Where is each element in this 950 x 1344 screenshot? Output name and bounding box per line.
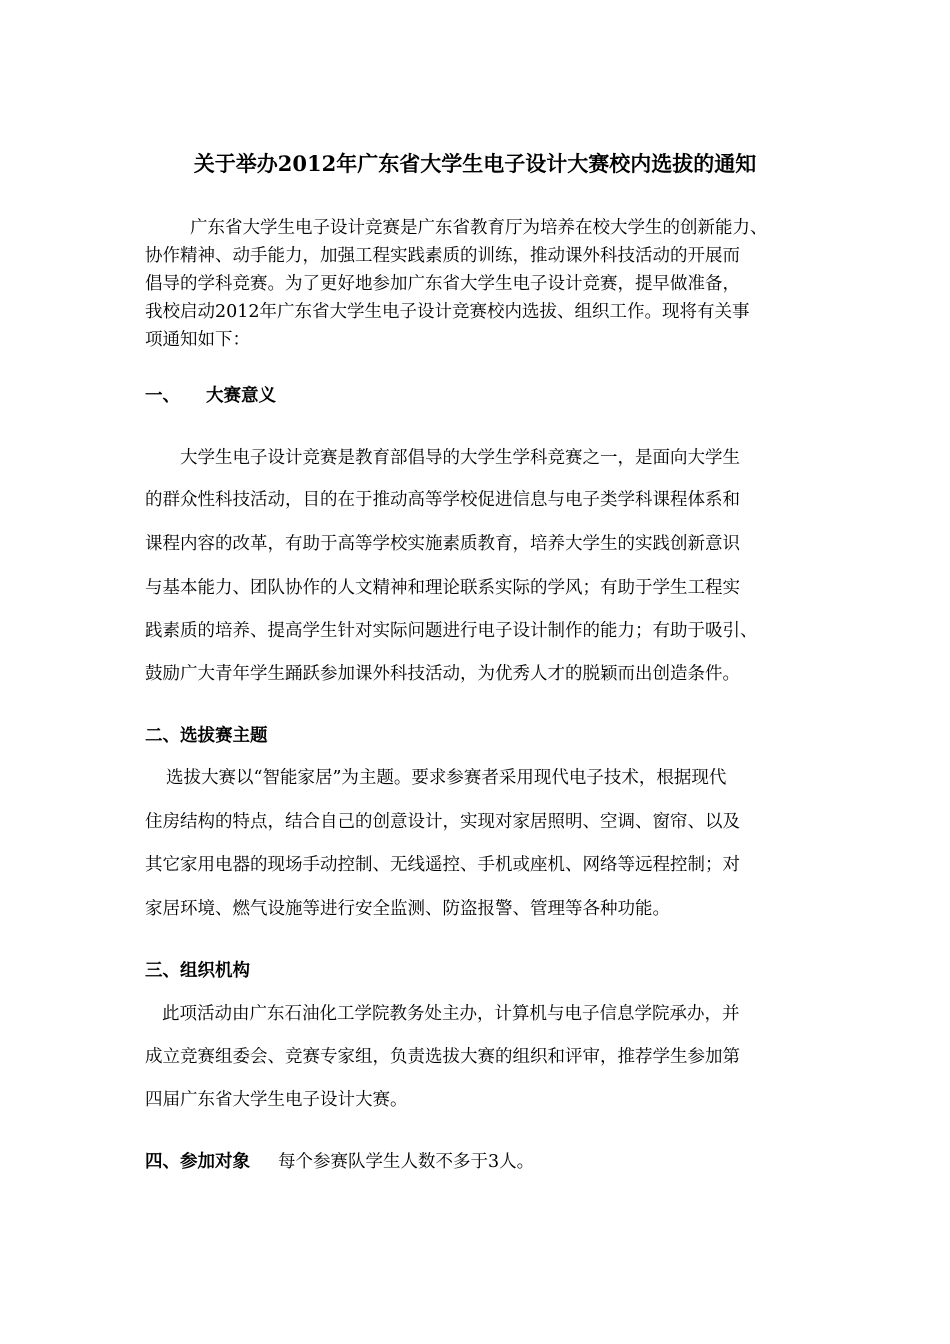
section-1-line: 大学生电子设计竞赛是教育部倡导的大学生学科竞赛之一，是面向大学生 <box>180 448 740 468</box>
section-1-line: 与基本能力、团队协作的人文精神和理论联系实际的学风；有助于学生工程实 <box>145 578 740 598</box>
intro-line: 广东省大学生电子设计竞赛是广东省教育厅为培养在校大学生的创新能力、 <box>190 218 768 238</box>
section-1-line: 鼓励广大青年学生踊跃参加课外科技活动，为优秀人才的脱颖而出创造条件。 <box>145 664 740 684</box>
section-1-line: 的群众性科技活动，目的在于推动高等学校促进信息与电子类学科课程体系和 <box>145 490 740 510</box>
section-2-heading: 二、选拔赛主题 <box>145 726 268 746</box>
section-1-number: 一、 <box>145 386 180 406</box>
section-4-title: 四、参加对象 <box>145 1152 250 1172</box>
section-2-line: 住房结构的特点，结合自己的创意设计，实现对家居照明、空调、窗帘、以及 <box>145 812 740 832</box>
intro-line: 倡导的学科竞赛。为了更好地参加广东省大学生电子设计竞赛，提早做准备， <box>145 274 740 294</box>
intro-line: 我校启动2012年广东省大学生电子设计竞赛校内选拔、组织工作。现将有关事 <box>145 302 750 322</box>
document-title: 关于举办2012年广东省大学生电子设计大赛校内选拔的通知 <box>193 151 757 176</box>
intro-line: 项通知如下： <box>145 330 250 350</box>
section-3-line: 成立竞赛组委会、竞赛专家组，负责选拔大赛的组织和评审，推荐学生参加第 <box>145 1047 740 1067</box>
section-3-line: 此项活动由广东石油化工学院教务处主办，计算机与电子信息学院承办，并 <box>162 1004 740 1024</box>
section-4-text: 每个参赛队学生人数不多于3人。 <box>278 1152 535 1172</box>
section-1-title: 大赛意义 <box>206 386 276 406</box>
section-1-line: 践素质的培养、提高学生针对实际问题进行电子设计制作的能力；有助于吸引、 <box>145 621 758 641</box>
section-1-heading <box>145 388 276 406</box>
section-2-line: 其它家用电器的现场手动控制、无线遥控、手机或座机、网络等远程控制；对 <box>145 855 740 875</box>
section-1-line: 课程内容的改革，有助于高等学校实施素质教育，培养大学生的实践创新意识 <box>145 534 740 554</box>
section-4-heading <box>145 1154 534 1172</box>
section-3-heading: 三、组织机构 <box>145 961 250 981</box>
section-2-line: 家居环境、燃气设施等进行安全监测、防盗报警、管理等各种功能。 <box>145 899 670 919</box>
intro-line: 协作精神、动手能力，加强工程实践素质的训练，推动课外科技活动的开展而 <box>145 246 740 266</box>
section-3-line: 四届广东省大学生电子设计大赛。 <box>145 1090 408 1110</box>
section-2-line: 选拔大赛以“智能家居”为主题。要求参赛者采用现代电子技术，根据现代 <box>166 768 727 788</box>
